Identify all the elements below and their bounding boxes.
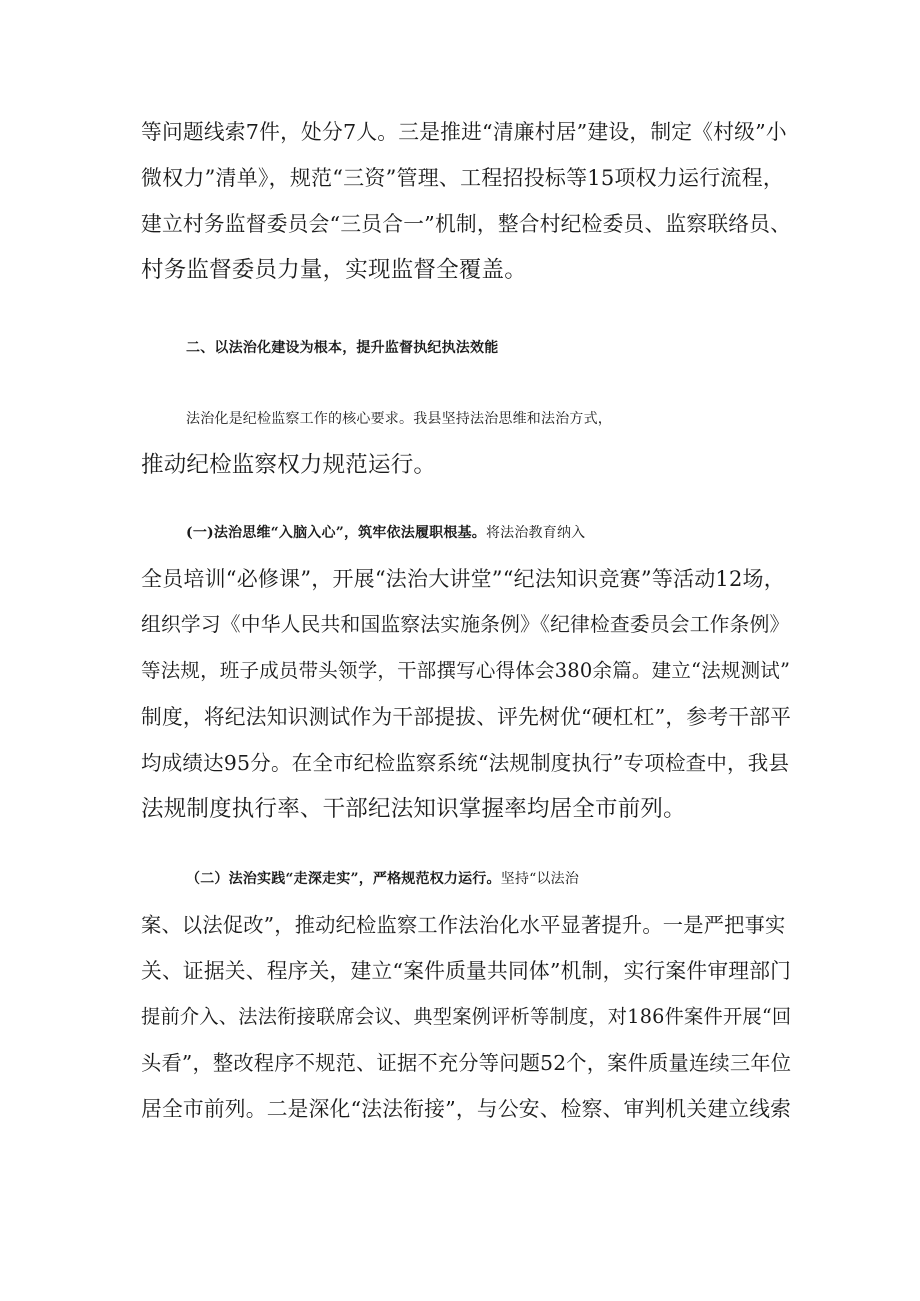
paragraph-text: 将法治教育纳入 xyxy=(485,525,586,541)
paragraph-line: 制度，将纪法知识测试作为干部提拔、评先树优“硬杠杠”，参考干部平 xyxy=(141,705,792,729)
paragraph-line: 全员培训“必修课”，开展“法治大讲堂”“纪法知识竞赛”等活动12场， xyxy=(141,567,785,591)
paragraph-line: 法治化是纪检监察工作的核心要求。我县坚持法治思维和法治方式， xyxy=(186,411,612,427)
subsection-lead: (一)法治思维“入脑入心”，筑牢依法履职根基。 xyxy=(186,525,486,541)
paragraph-line: 居全市前列。二是深化“法法衔接”，与公安、检察、审判机关建立线索 xyxy=(141,1097,792,1121)
paragraph-first-line xyxy=(186,518,836,548)
paragraph-line: 均成绩达95分。在全市纪检监察系统“法规制度执行”专项检查中，我县 xyxy=(141,751,790,775)
section-heading: 二、以法治化建设为根本，提升监督执纪执法效能 xyxy=(186,340,499,356)
paragraph-line: 头看”，整改程序不规范、证据不充分等问题52个，案件质量连续三年位 xyxy=(141,1051,792,1075)
paragraph-line: 案、以法促改”，推动纪检监察工作法治化水平显著提升。一是严把事实 xyxy=(141,913,786,937)
paragraph-line: 村务监督委员力量，实现监督全覆盖。 xyxy=(141,257,527,283)
paragraph-line: 组织学习《中华人民共和国监察法实施条例》《纪律检查委员会工作条例》 xyxy=(141,613,790,636)
paragraph-line: 关、证据关、程序关，建立“案件质量共同体”机制，实行案件审理部门 xyxy=(141,959,792,983)
paragraph-line: 等法规，班子成员带头领学，干部撰写心得体会380余篇。建立“法规测试” xyxy=(141,659,791,682)
subsection-lead: （二）法治实践“走深走实”，严格规范权力运行。 xyxy=(186,871,501,887)
paragraph-line: 法规制度执行率、干部纪法知识掌握率均居全市前列。 xyxy=(141,796,686,822)
paragraph-line: 推动纪检监察权力规范运行。 xyxy=(141,452,437,478)
paragraph-line: 建立村务监督委员会“三员合一”机制，整合村纪检委员、监察联络员、 xyxy=(141,212,792,236)
paragraph-text: 坚持“以法治 xyxy=(500,871,580,887)
paragraph-line: 微权力”清单》，规范“三资”管理、工程招投标等15项权力运行流程， xyxy=(141,166,785,190)
paragraph-first-line xyxy=(186,864,836,894)
paragraph-line: 等问题线索7件，处分7人。三是推进“清廉村居”建设，制定《村级”小 xyxy=(141,120,787,144)
paragraph-line: 提前介入、法法衔接联席会议、典型案例评析等制度，对186件案件开展“回 xyxy=(141,1005,792,1028)
